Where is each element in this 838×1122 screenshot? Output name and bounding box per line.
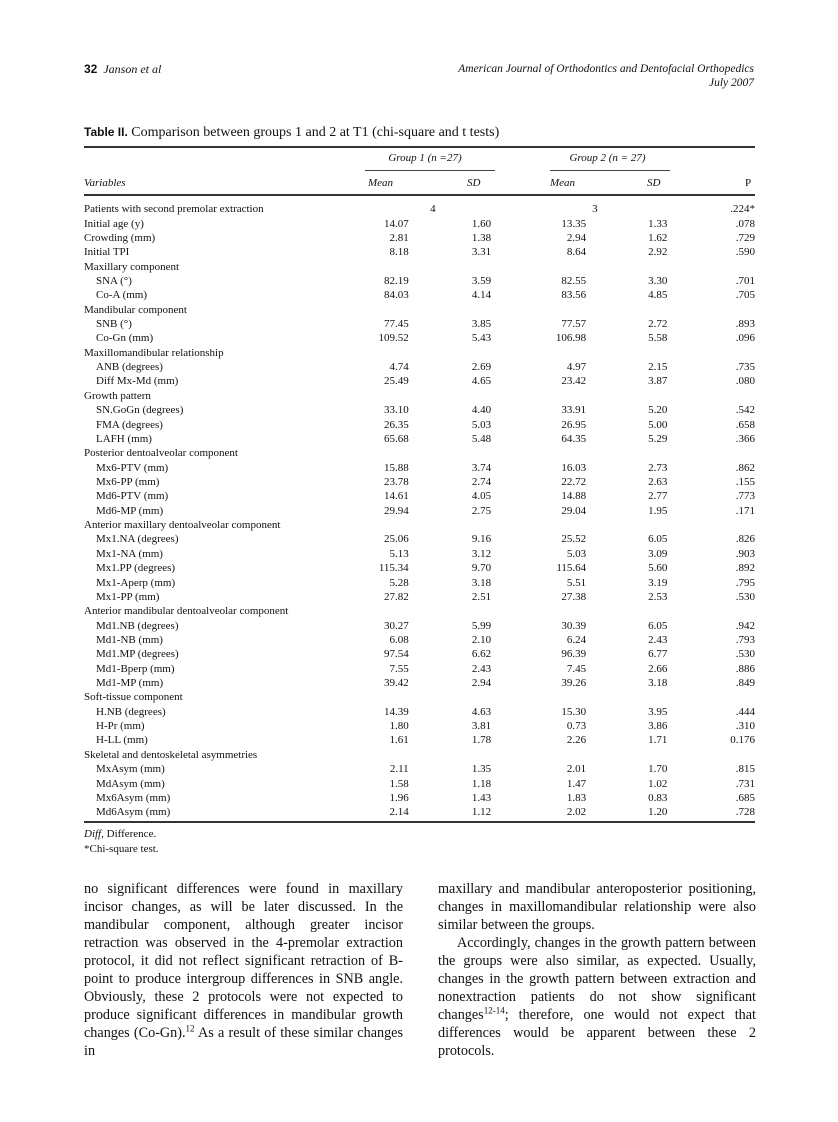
table-row	[84, 733, 755, 747]
table-row	[84, 231, 755, 245]
p-value: .530	[735, 590, 755, 603]
table-row	[84, 662, 755, 676]
group1-sd: 2.10	[471, 633, 492, 646]
p-value: .444	[735, 705, 755, 718]
group2-mean: 22.72	[561, 476, 587, 488]
variable-label: FMA (degrees)	[96, 418, 163, 431]
p-value: .793	[735, 633, 755, 646]
paragraph	[438, 934, 756, 1060]
table-row	[84, 776, 755, 790]
p-value: .893	[735, 318, 755, 331]
p-value: .826	[735, 533, 755, 546]
group2-sd: 1.71	[648, 734, 668, 747]
group2-sd: 0.83	[648, 791, 668, 804]
group1-mean: 14.61	[383, 490, 409, 503]
table-row	[84, 561, 755, 575]
page-number: 32	[84, 62, 98, 76]
table-row	[84, 317, 755, 331]
group2-mean: 13.35	[561, 217, 587, 230]
group2-sd: 3.19	[648, 576, 668, 589]
group1-sd: 2.43	[471, 662, 492, 675]
p-value: 0.176	[730, 734, 755, 747]
table-row	[84, 647, 755, 661]
issue-date: July 2007	[708, 77, 754, 89]
running-header-left	[84, 62, 161, 77]
group2-sd: 1.62	[648, 231, 668, 244]
p-value: .728	[735, 806, 755, 819]
table-row	[84, 417, 755, 431]
table-row	[84, 245, 755, 259]
group1-mean: 115.34	[378, 562, 409, 575]
group1-sd: 1.60	[471, 217, 492, 230]
group1-mean: 26.35	[383, 418, 409, 431]
group1-sd: 2.94	[471, 677, 492, 690]
group1-sd: 5.03	[471, 418, 492, 431]
group1-sd: 5.48	[471, 432, 492, 445]
body-right-column	[438, 880, 756, 1060]
variable-label: H-LL (mm)	[96, 734, 148, 747]
group1-sd: 2.75	[471, 504, 492, 517]
group1-mean: 5.28	[389, 576, 409, 589]
group2-sd: 6.05	[648, 619, 668, 632]
group2-header: Group 2 (n = 27)	[569, 152, 646, 164]
group1-mean: 5.13	[389, 547, 409, 560]
group1-sd: 4.63	[471, 705, 492, 718]
group1-sd: 1.12	[471, 806, 492, 819]
text: ; therefore, one would not expect that differences would be apparent between these 2 protocols.	[438, 1007, 756, 1059]
variable-label: Growth pattern	[84, 389, 151, 402]
running-header-right	[458, 62, 754, 90]
group2-mean: 30.39	[561, 619, 587, 632]
group2-sd: 6.05	[648, 533, 668, 546]
table-section-row	[84, 446, 755, 460]
group2-mean: 25.52	[561, 533, 587, 546]
group1-sd: 1.43	[471, 791, 492, 804]
variable-label: Md1.MP (degrees)	[96, 648, 179, 661]
table-top-rule	[84, 146, 755, 148]
p-value: .080	[735, 375, 755, 388]
variable-label: Mandibular component	[84, 303, 187, 316]
variable-label: ANB (degrees)	[96, 361, 163, 374]
variable-label: Initial TPI	[84, 246, 130, 259]
citation: 12	[185, 1023, 195, 1034]
variable-label: Md6-MP (mm)	[96, 504, 164, 517]
group1-mean: 29.94	[383, 504, 409, 517]
p-value: .795	[735, 576, 755, 589]
group2-mean: 2.01	[566, 763, 587, 776]
variable-label: SN.GoGn (degrees)	[96, 404, 184, 417]
variable-label: H-Pr (mm)	[96, 720, 145, 733]
group2-mean: 6.24	[566, 633, 587, 646]
p-value: .942	[735, 619, 755, 632]
table-row	[84, 403, 755, 417]
group2-sd: 5.20	[648, 404, 668, 417]
group1-mean: 97.54	[383, 648, 409, 661]
group1-sd: 2.69	[471, 361, 492, 374]
variable-label: Initial age (y)	[84, 217, 144, 230]
group2-mean: 39.26	[561, 677, 587, 690]
group1-mean: 14.07	[383, 217, 409, 230]
group2-mean: 83.56	[561, 289, 587, 302]
group1-sd: 2.74	[471, 476, 492, 488]
group2-mean: 77.57	[561, 318, 587, 331]
group1-mean: 1.96	[389, 791, 409, 804]
variable-label: Soft-tissue component	[84, 691, 183, 704]
table-row	[84, 460, 755, 474]
group1-sd: 3.74	[471, 461, 492, 474]
table-row	[84, 547, 755, 561]
variable-label: Mx1-NA (mm)	[96, 547, 163, 560]
table-row	[84, 532, 755, 546]
table-row	[84, 288, 755, 302]
group2-sd: 2.73	[648, 461, 668, 474]
table-row	[84, 791, 755, 805]
variable-label: SNA (°)	[96, 274, 132, 287]
footnote-abbr: Diff,	[84, 828, 104, 840]
group1-sd: 3.12	[471, 547, 492, 560]
table-section-row	[84, 346, 755, 360]
table-row	[84, 633, 755, 647]
variable-label: Md1-Bperp (mm)	[96, 662, 175, 675]
p-value: .815	[735, 763, 755, 776]
group1-mean: 1.58	[389, 777, 409, 790]
table-row	[84, 432, 755, 446]
group1-mean: 8.18	[389, 246, 409, 259]
paragraph: maxillary and mandibular anteroposterior positioning, changes in maxillomandibular relationship were also similar between the groups.	[438, 881, 756, 933]
variable-label: Md1-MP (mm)	[96, 677, 164, 690]
footnote-diff	[84, 828, 156, 840]
group1-sd: 6.62	[471, 648, 492, 661]
p-value: .903	[735, 547, 755, 560]
variable-label: Maxillary component	[84, 260, 180, 273]
table-caption: Comparison between groups 1 and 2 at T1 (chi-square and t tests)	[131, 125, 500, 140]
variable-label: Skeletal and dentoskeletal asymmetries	[84, 748, 258, 761]
table-section-row	[84, 690, 755, 704]
group2-sd: 2.66	[648, 662, 668, 675]
p-value: .731	[735, 777, 755, 790]
table-row	[84, 762, 755, 776]
text: no significant differences were found in maxillary incisor changes, as will be later discussed. In the mandibular component, although greater incisor retraction was observed in the 4-premolar extraction protocol, it did not reflect significant retraction of B-point to produce intergroup differences in SNB angle. Obviously, these 2 protocols were not expected to produce significant differences in mandibular growth changes (Co-Gn).	[84, 881, 403, 1041]
table-bottom-rule	[84, 821, 755, 823]
variable-label: Co-Gn (mm)	[96, 332, 154, 345]
p-value: .224*	[730, 203, 755, 216]
group1-mean: 14.39	[383, 705, 409, 718]
p-value: .530	[735, 648, 755, 661]
table-row	[84, 590, 755, 604]
variable-label: Mx1-Aperp (mm)	[96, 576, 176, 589]
group2-sd: 1.20	[648, 806, 668, 819]
group2-sd: 2.77	[648, 490, 668, 503]
group2-mean: 0.73	[566, 720, 587, 733]
group1-mean: 2.11	[389, 763, 409, 776]
table-row	[84, 374, 755, 388]
variable-label: Md1-NB (mm)	[96, 633, 163, 646]
group2-sd: 2.43	[648, 633, 668, 646]
variable-label: Anterior mandibular dentoalveolar component	[84, 605, 289, 618]
p-value: .862	[735, 461, 755, 474]
group1-mean: 6.08	[389, 633, 409, 646]
group2-sd: 3.30	[648, 274, 668, 287]
group2-sd: 1.70	[648, 763, 668, 776]
table-row	[84, 202, 755, 216]
footnote-chi: *Chi-square test.	[84, 843, 159, 855]
group2-mean: 106.98	[555, 332, 587, 345]
table-section-row	[84, 604, 755, 618]
table-section-row	[84, 518, 755, 532]
col-p: P	[745, 177, 752, 189]
group2-count: 3	[592, 203, 598, 216]
table-title	[84, 125, 499, 141]
group2-sd: 1.33	[648, 217, 668, 230]
group2-mean: 33.91	[561, 404, 587, 417]
group1-mean: 84.03	[383, 289, 409, 302]
group2-mean: 1.83	[566, 791, 587, 804]
table-section-row	[84, 748, 755, 762]
group1-sd: 3.85	[471, 318, 492, 331]
p-value: .729	[735, 231, 755, 244]
group2-mean: 2.26	[566, 734, 587, 747]
col-variables: Variables	[84, 177, 126, 189]
group2-mean: 23.42	[561, 375, 587, 388]
variable-label: Anterior maxillary dentoalveolar component	[84, 519, 281, 532]
group2-mean: 2.02	[566, 806, 587, 819]
group2-sd: 3.18	[648, 677, 668, 690]
group1-mean: 25.49	[383, 375, 409, 388]
table-row	[84, 705, 755, 719]
group1-sd: 4.65	[471, 375, 492, 388]
group2-sd: 5.60	[648, 562, 668, 575]
group1-mean: 23.78	[383, 476, 409, 488]
group2-mean: 5.03	[566, 547, 587, 560]
group1-header: Group 1 (n =27)	[388, 152, 462, 164]
paragraph	[84, 880, 403, 1060]
variable-label: Mx1-PP (mm)	[96, 590, 160, 603]
col-sd-1: SD	[467, 177, 481, 189]
group2-sd: 3.09	[648, 547, 668, 560]
col-sd-2: SD	[647, 177, 661, 189]
group1-sd: 1.38	[471, 231, 492, 244]
p-value: .590	[735, 246, 755, 259]
group2-mean: 15.30	[561, 705, 587, 718]
table-row	[84, 360, 755, 374]
variable-label: Mx1.NA (degrees)	[96, 533, 179, 546]
group2-mean: 2.94	[566, 231, 587, 244]
p-value: .886	[735, 662, 755, 675]
group2-sd: 3.86	[648, 720, 668, 733]
p-value: .685	[735, 791, 755, 804]
variable-label: Md6-PTV (mm)	[96, 490, 169, 503]
group2-mean: 8.64	[566, 246, 587, 259]
group2-sd: 2.53	[648, 590, 668, 603]
p-value: .705	[735, 289, 755, 302]
variable-label: Mx6-PP (mm)	[96, 476, 160, 488]
p-value: .542	[735, 404, 755, 417]
table-row	[84, 504, 755, 518]
group2-mean: 64.35	[561, 432, 587, 445]
p-value: .658	[735, 418, 755, 431]
text: As a result of these similar changes in	[84, 1025, 403, 1059]
header-rule	[84, 194, 755, 196]
group1-count: 4	[430, 203, 436, 216]
group1-mean: 4.74	[389, 361, 409, 374]
group2-sd: 5.00	[648, 418, 668, 431]
group1-sd: 4.05	[471, 490, 492, 503]
group2-mean: 14.88	[561, 490, 587, 503]
table-row	[84, 676, 755, 690]
p-value: .773	[735, 490, 755, 503]
group2-rule	[550, 170, 670, 171]
citation: 12-14	[483, 1005, 505, 1016]
table-section-row	[84, 303, 755, 317]
group1-sd: 1.18	[471, 777, 492, 790]
table-row	[84, 719, 755, 733]
group1-mean: 39.42	[383, 677, 409, 690]
p-value: .849	[735, 677, 755, 690]
group1-sd: 3.59	[471, 274, 492, 287]
body-left-column	[84, 880, 403, 1060]
group1-sd: 5.43	[471, 332, 492, 345]
group2-mean: 29.04	[561, 504, 587, 517]
group1-sd: 1.35	[471, 763, 492, 776]
group1-mean: 82.19	[383, 274, 409, 287]
p-value: .310	[735, 720, 755, 733]
table-row	[84, 274, 755, 288]
group1-sd: 9.70	[471, 562, 492, 575]
table-section-row	[84, 389, 755, 403]
group1-sd: 9.16	[471, 533, 492, 546]
col-mean-2: Mean	[550, 177, 576, 189]
p-value: .735	[735, 361, 755, 374]
table-row	[84, 618, 755, 632]
text: Accordingly, changes in the growth pattern between the groups were also similar, as expected. Usually, changes in the growth pattern between extraction and nonextraction patients do not show significant changes	[438, 935, 756, 1023]
col-mean-1: Mean	[368, 177, 394, 189]
group1-mean: 7.55	[389, 662, 409, 675]
group1-mean: 1.61	[389, 734, 409, 747]
group2-sd: 5.29	[648, 432, 668, 445]
variable-label: Mx1.PP (degrees)	[96, 562, 176, 575]
variable-label: Md6Asym (mm)	[96, 806, 171, 819]
group2-mean: 16.03	[561, 461, 587, 474]
variable-label: LAFH (mm)	[96, 432, 152, 445]
group1-mean: 77.45	[383, 318, 409, 331]
variable-label: Mx6Asym (mm)	[96, 791, 171, 804]
variable-label: Md1.NB (degrees)	[96, 619, 179, 632]
group2-sd: 5.58	[648, 332, 668, 345]
table-row	[84, 489, 755, 503]
variable-label: SNB (°)	[96, 318, 132, 331]
group2-sd: 2.63	[648, 476, 668, 488]
group1-mean: 2.14	[389, 806, 409, 819]
variable-label: Crowding (mm)	[84, 231, 156, 244]
p-value: .155	[735, 476, 755, 488]
group2-sd: 2.15	[648, 361, 668, 374]
authors: Janson et al	[103, 62, 162, 76]
p-value: .701	[735, 274, 755, 287]
table-row	[84, 331, 755, 345]
table-row	[84, 475, 755, 489]
group2-sd: 2.92	[648, 246, 668, 259]
variable-label: Diff Mx-Md (mm)	[96, 375, 179, 388]
group2-mean: 82.55	[561, 274, 587, 287]
group1-sd: 5.99	[471, 619, 492, 632]
group1-sd: 3.31	[471, 246, 492, 259]
group1-mean: 1.80	[389, 720, 409, 733]
group2-sd: 1.95	[648, 504, 668, 517]
group2-sd: 1.02	[648, 777, 668, 790]
group2-sd: 6.77	[648, 648, 668, 661]
p-value: .171	[735, 504, 755, 517]
group1-mean: 2.81	[389, 231, 409, 244]
group2-mean: 7.45	[566, 662, 587, 675]
group1-sd: 3.18	[471, 576, 492, 589]
group1-mean: 25.06	[383, 533, 409, 546]
variable-label: Patients with second premolar extraction	[84, 203, 264, 216]
group2-sd: 3.95	[648, 705, 668, 718]
group2-sd: 2.72	[648, 318, 668, 331]
variable-label: Posterior dentoalveolar component	[84, 447, 238, 460]
table-row	[84, 216, 755, 230]
table-row	[84, 575, 755, 589]
group2-sd: 3.87	[648, 375, 668, 388]
p-value: .096	[735, 332, 755, 345]
group2-mean: 5.51	[566, 576, 587, 589]
group1-mean: 30.27	[383, 619, 409, 632]
group1-sd: 1.78	[471, 734, 492, 747]
p-value: .078	[735, 217, 755, 230]
group1-sd: 4.40	[471, 404, 492, 417]
group2-mean: 26.95	[561, 418, 587, 431]
variable-label: MxAsym (mm)	[96, 763, 165, 776]
group2-mean: 27.38	[561, 590, 587, 603]
variable-label: H.NB (degrees)	[96, 705, 166, 718]
group2-sd: 4.85	[648, 289, 668, 302]
group1-sd: 4.14	[471, 289, 492, 302]
table-section-row	[84, 259, 755, 273]
variable-label: Co-A (mm)	[96, 289, 148, 302]
variable-label: Maxillomandibular relationship	[84, 346, 224, 359]
variable-label: Mx6-PTV (mm)	[96, 461, 169, 474]
group1-mean: 33.10	[383, 404, 409, 417]
group1-mean: 109.52	[378, 332, 409, 345]
data-table	[84, 202, 755, 819]
group1-mean: 27.82	[383, 590, 409, 603]
group1-rule	[365, 170, 495, 171]
journal-name: American Journal of Orthodontics and Dentofacial Orthopedics	[458, 63, 754, 75]
group1-sd: 3.81	[471, 720, 492, 733]
p-value: .366	[735, 432, 755, 445]
group2-mean: 96.39	[561, 648, 587, 661]
group1-sd: 2.51	[471, 590, 492, 603]
group2-mean: 1.47	[566, 777, 587, 790]
table-label: Table II.	[84, 125, 128, 139]
p-value: .892	[735, 562, 755, 575]
group2-mean: 115.64	[556, 562, 587, 575]
group1-mean: 15.88	[383, 461, 409, 474]
variable-label: MdAsym (mm)	[96, 777, 165, 790]
footnote-abbr-text: Difference.	[103, 828, 157, 840]
table-row	[84, 805, 755, 819]
group2-mean: 4.97	[566, 361, 587, 374]
group1-mean: 65.68	[383, 432, 409, 445]
